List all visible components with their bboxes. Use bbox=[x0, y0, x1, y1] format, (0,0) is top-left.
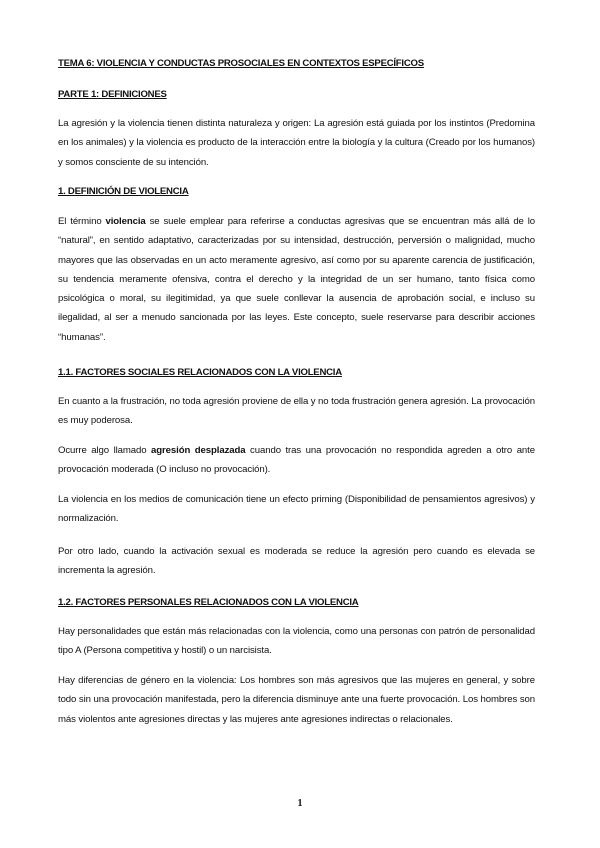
document-title: TEMA 6: VIOLENCIA Y CONDUCTAS PROSOCIALES EN CONTEXTOS ESPECÍFICOS bbox=[58, 58, 424, 69]
frustration-paragraph: En cuanto a la frustración, no toda agresión proviene de ella y no toda frustración genera agresión. La provocación es muy poderosa. bbox=[58, 396, 535, 427]
gender-differences-paragraph: Hay diferencias de género en la violencia: Los hombres son más agresivos que las mujeres en general, y sobre todo sin una provocación manifestada, pero la diferencia disminuye ante una fuerte provocación. Los hombres son más violentos ante agresiones directas y las mujeres ante agresiones indirectas o relacionales. bbox=[58, 675, 535, 725]
personality-paragraph: Hay personalidades que están más relacionadas con la violencia, como una personas con patrón de personalidad tipo A (Persona competitiva y hostil) o un narcisista. bbox=[58, 626, 535, 657]
intro-paragraph: La agresión y la violencia tienen distinta naturaleza y origen: La agresión está guiada por los instintos (Predomina en los animales) y la violencia es producto de la interacción entre la biología y la cultura (Creado por los humanos) y somos consciente de su intención. bbox=[58, 118, 535, 168]
part-1-heading: PARTE 1: DEFINICIONES bbox=[58, 89, 167, 100]
page-number: 1 bbox=[297, 798, 303, 809]
term-agresion-desplazada: agresión desplazada bbox=[151, 445, 246, 456]
term-violencia: violencia bbox=[105, 216, 146, 227]
violence-definition-paragraph: El término violencia se suele emplear para referirse a conductas agresivas que se encuentran más allá de lo “natural”, en sentido adaptativo, caracterizadas por su intensidad, destrucción, perversión o malignidad, mucho mayores que las observadas en un acto meramente agresivo, así como por su aparente carencia de justificación, su tendencia meramente ofensiva, contra el derecho y la integridad de un ser humano, tanto física como psicológica o moral, su ilegitimidad, ya que suele conllevar la ausencia de aprobación social, e incluso su ilegalidad, al ser a menudo sancionada por las leyes. Este concepto, suele reservarse para describir acciones “humanas”. bbox=[58, 216, 535, 343]
sexual-arousal-paragraph: Por otro lado, cuando la activación sexual es moderada se reduce la agresión pero cuando es elevada se incrementa la agresión. bbox=[58, 546, 535, 577]
section-1-heading: 1. DEFINICIÓN DE VIOLENCIA bbox=[58, 186, 189, 197]
section-1-1-heading: 1.1. FACTORES SOCIALES RELACIONADOS CON LA VIOLENCIA bbox=[58, 367, 342, 378]
displaced-aggression-paragraph: Ocurre algo llamado agresión desplazada cuando tras una provocación no respondida agreden a otro ante provocación moderada (O incluso no provocación). bbox=[58, 445, 535, 476]
media-violence-paragraph: La violencia en los medios de comunicación tiene un efecto priming (Disponibilidad de pensamientos agresivos) y normalización. bbox=[58, 494, 535, 525]
section-1-2-heading: 1.2. FACTORES PERSONALES RELACIONADOS CON LA VIOLENCIA bbox=[58, 597, 359, 608]
